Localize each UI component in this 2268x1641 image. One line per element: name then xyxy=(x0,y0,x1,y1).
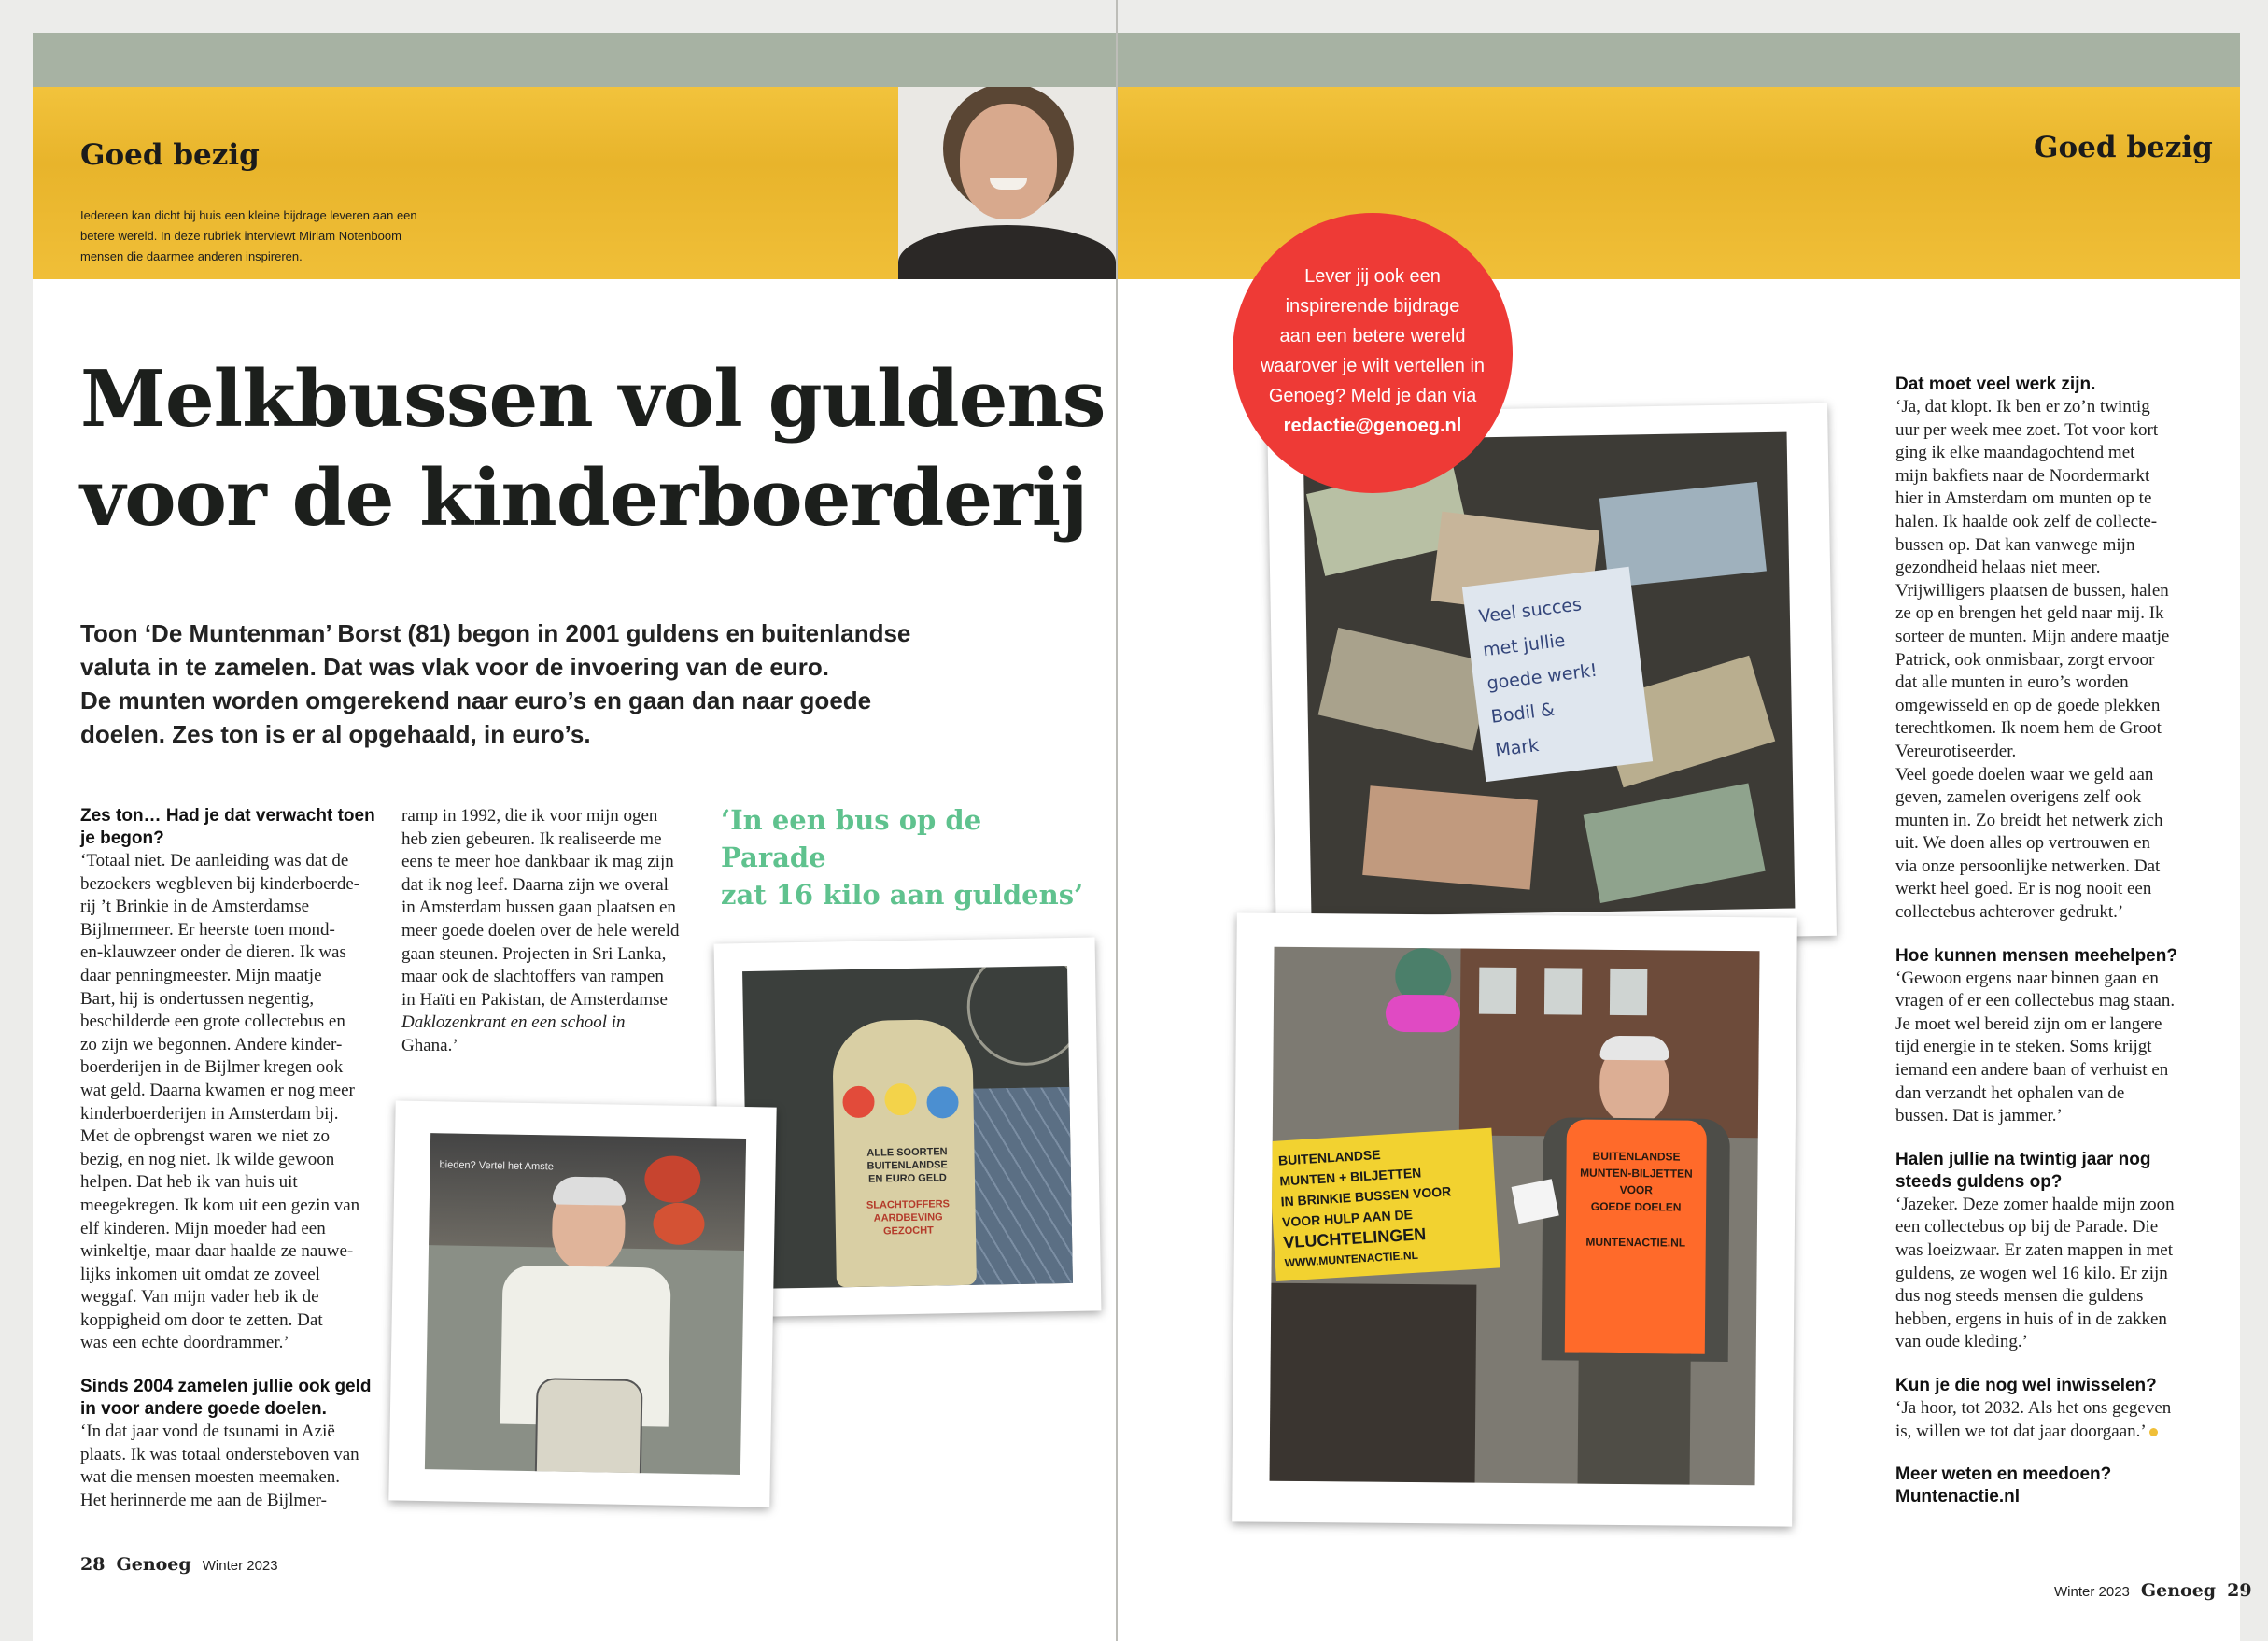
man-trousers xyxy=(1578,1353,1691,1485)
banknote xyxy=(1362,785,1538,889)
headline-line-1: Melkbussen vol guldens xyxy=(80,353,1106,445)
answer-line: Veel goede doelen waar we geld aan xyxy=(1895,764,2154,785)
callout-line: waarover je wilt vertellen in xyxy=(1260,356,1486,376)
street-window xyxy=(1610,969,1647,1015)
answer-line: dus nog steeds mensen die guldens xyxy=(1895,1286,2144,1307)
milk-can-sticker xyxy=(842,1086,875,1119)
answer-line: halen. Ik haalde ook zelf de collecte- xyxy=(1895,511,2158,531)
answer-5 xyxy=(1895,1194,2222,1354)
answer-line: weggaf. Van mijn vader heb ik de xyxy=(80,1287,319,1308)
vest-line: GOEDE DOELEN xyxy=(1590,1199,1682,1214)
answer-1 xyxy=(80,850,379,1355)
vest-line: VOOR xyxy=(1619,1182,1654,1197)
sign-line: BUITENLANDSE xyxy=(1277,1146,1382,1168)
photo-man-vest xyxy=(1232,912,1797,1526)
answer-line: werkt heel goed. Er is nog nooit een xyxy=(1895,879,2152,899)
answer-line: Met de opbrengst waren we niet zo xyxy=(80,1126,330,1147)
answer-3 xyxy=(1895,396,2222,925)
answer-line: iemand een andere baan of verhuist en xyxy=(1895,1060,2169,1081)
answer-6 xyxy=(1895,1397,2222,1443)
answer-line: ‘Totaal niet. De aanleiding was dat de xyxy=(80,851,349,870)
answer-line: terechtkomen. Ik noem hem de Groot xyxy=(1895,718,2162,739)
portrait-face xyxy=(960,104,1057,219)
street-window xyxy=(1479,968,1516,1014)
right-section-label: Goed bezig xyxy=(2034,131,2213,164)
note-line: goede werk! xyxy=(1486,659,1599,695)
collection-can xyxy=(535,1378,643,1475)
note-line: met jullie xyxy=(1481,630,1567,661)
can-line: BUITENLANDSE xyxy=(866,1159,948,1172)
can-line: ALLE SOORTEN xyxy=(866,1146,948,1159)
callout-line: inspirerende bijdrage xyxy=(1285,296,1460,317)
sign-line: VOOR HULP AAN DE xyxy=(1281,1206,1414,1230)
lead-line: Toon ‘De Muntenman’ Borst (81) begon in 2001 guldens en buitenlandse xyxy=(80,619,911,647)
answer-line: tijd energie in te steken. Soms krijgt xyxy=(1895,1037,2152,1057)
lead-line: doelen. Zes ton is er al opgehaald, in euro’s. xyxy=(80,720,591,748)
answer-line: munten in. Zo breidt het netwerk zich xyxy=(1895,810,2163,830)
answer-line: hebben, ergens in huis of in de zakken xyxy=(1895,1309,2167,1329)
answer-line: Ghana.’ xyxy=(401,1035,458,1055)
callout-circle xyxy=(1233,213,1513,493)
answer-line: koppigheid om door te zetten. Dat xyxy=(80,1309,323,1330)
portrait-smile xyxy=(990,178,1027,190)
milk-can-label xyxy=(860,1145,955,1238)
lead-line: De munten worden omgerekend naar euro’s en gaan dan naar goede xyxy=(80,686,872,714)
photo-man-supermarket xyxy=(388,1100,776,1507)
muntenactie-link[interactable]: Muntenactie.nl xyxy=(1895,1487,2021,1507)
answer-line: bezig, en nog niet. Ik wilde gewoon xyxy=(80,1149,335,1169)
man-hair xyxy=(553,1176,627,1205)
pull-quote-line: zat 16 kilo aan guldens’ xyxy=(721,879,1084,911)
answer-line: ‘Ja hoor, tot 2032. Als het ons gegeven xyxy=(1895,1397,2172,1418)
portrait-coat xyxy=(898,225,1116,279)
man-hair xyxy=(1599,1036,1669,1061)
answer-line: bezoekers wegbleven bij kinderboerde- xyxy=(80,873,360,894)
milk-can-body xyxy=(832,1019,977,1288)
answer-line: maar ook de slachtoffers van rampen xyxy=(401,967,664,987)
can-line: SLACHTOFFERS xyxy=(866,1198,951,1211)
question-line: in voor andere goede doelen. xyxy=(80,1399,327,1420)
answer-line: rij ’t Brinkie in de Amsterdamse xyxy=(80,897,310,917)
answer-line: winkeltje, maar daar haalde ze nauwe- xyxy=(80,1241,354,1262)
answer-line: guldens, ze wogen wel 16 kilo. Er zijn xyxy=(1895,1263,2168,1283)
answer-line: en-klauwzeer onder de dieren. Ik was xyxy=(80,942,346,963)
answer-line: meer goede doelen over de hele wereld xyxy=(401,920,680,941)
photo-milk-can-image xyxy=(742,966,1073,1289)
vest-line: MUNTEN-BILJETTEN xyxy=(1580,1166,1693,1181)
intro-line: Iedereen kan dicht bij huis een kleine bijdrage leveren aan een xyxy=(80,208,417,222)
answer-line: bussen. Dat is jammer.’ xyxy=(1895,1106,2063,1126)
magazine-name: Genoeg xyxy=(116,1554,191,1575)
answer-line: hier in Amsterdam om munten op te xyxy=(1895,488,2152,509)
handwritten-note xyxy=(1462,567,1653,782)
left-column-2 xyxy=(401,805,700,1058)
question-line: Sinds 2004 zamelen jullie ook geld xyxy=(80,1377,372,1397)
question-6: Kun je die nog wel inwisselen? xyxy=(1895,1375,2157,1395)
answer-2 xyxy=(80,1421,379,1512)
intro-line: betere wereld. In deze rubriek interviewt Miriam Notenboom xyxy=(80,229,401,243)
question-line: Halen jullie na twintig jaar nog xyxy=(1895,1149,2151,1169)
street-window xyxy=(1544,968,1582,1014)
answer-line: wat die mensen moesten meemaken. xyxy=(80,1467,341,1488)
answer-line: collectebus achterover gedrukt.’ xyxy=(1895,902,2124,923)
note-line: Mark xyxy=(1494,734,1541,761)
note-line: Veel succes xyxy=(1477,594,1584,628)
right-column xyxy=(1895,374,2222,1508)
milk-can-sticker xyxy=(926,1086,959,1119)
answer-4 xyxy=(1895,968,2222,1128)
answer-line: van oude kleding.’ xyxy=(1895,1332,2028,1352)
answer-line: boerderijen in de Bijlmer kregen ook xyxy=(80,1057,344,1078)
callout-line: Lever jij ook een xyxy=(1304,266,1441,287)
answer-line: Bijlmermeer. Er heerste toen mond- xyxy=(80,919,335,940)
answer-line: dat ik nog leef. Daarna zijn we overal xyxy=(401,874,669,895)
answer-line: ‘Ja, dat klopt. Ik ben er zo’n twintig xyxy=(1895,397,2150,417)
banknote xyxy=(1318,628,1493,751)
callout-line: aan een betere wereld xyxy=(1279,326,1466,347)
answer-line: ramp in 1992, die ik voor mijn ogen xyxy=(401,806,658,826)
answer-line: kinderboerderijen in Amsterdam bij. xyxy=(80,1103,339,1124)
answer-line: heb zien gebeuren. Ik realiseerde me xyxy=(401,828,662,849)
answer-line: ze op en brengen het geld naar mij. Ik xyxy=(1895,603,2164,624)
answer-line: Daklozenkrant en een school in xyxy=(401,1012,626,1033)
right-top-band xyxy=(1118,33,2240,87)
answer-line: in Haïti en Pakistan, de Amsterdamse xyxy=(401,989,668,1010)
answer-line: Vereurotiseerder. xyxy=(1895,741,2017,761)
answer-line: Het herinnerde me aan de Bijlmer- xyxy=(80,1490,327,1510)
intro-line: mensen die daarmee anderen inspireren. xyxy=(80,249,303,263)
intro-text xyxy=(80,205,603,267)
author-portrait xyxy=(898,87,1116,279)
can-line: GEZOCHT xyxy=(882,1224,934,1238)
banknote xyxy=(1584,783,1766,903)
answer-line: in Amsterdam bussen gaan plaatsen en xyxy=(401,898,676,918)
pull-quote xyxy=(721,801,1094,913)
can-line: EN EURO GELD xyxy=(867,1172,947,1185)
answer-line: zo zijn we begonnen. Andere kinder- xyxy=(80,1034,343,1054)
answer-line: eens te meer hoe dankbaar ik mag zijn xyxy=(401,852,674,872)
answer-line: was een echte doordrammer.’ xyxy=(80,1333,289,1353)
can-line: AARDBEVING xyxy=(873,1211,943,1224)
magazine-name: Genoeg xyxy=(2140,1580,2217,1601)
left-section-label: Goed bezig xyxy=(80,138,260,172)
answer-line: daar penningmeester. Mijn maatje xyxy=(80,965,322,985)
vest-line: MUNTENACTIE.NL xyxy=(1585,1235,1686,1250)
page-number: 29 xyxy=(2227,1580,2252,1601)
photo-street-image xyxy=(1270,947,1760,1486)
note-line: Bodil & xyxy=(1489,699,1557,728)
boa-decoration xyxy=(1386,995,1460,1033)
question-4: Hoe kunnen mensen meehelpen? xyxy=(1895,945,2177,966)
end-dot-icon xyxy=(2149,1428,2158,1436)
answer-line: beschilderde een grote collectebus en xyxy=(80,1011,345,1032)
answer-line: uit. We doen alles op vertrouwen en xyxy=(1895,833,2151,854)
left-top-band xyxy=(33,33,1116,87)
answer-line: helpen. Dat heb ik van huis uit xyxy=(80,1172,298,1193)
vest-line: BUITENLANDSE xyxy=(1592,1149,1681,1164)
right-footer xyxy=(2054,1580,2252,1601)
answer-line: Patrick, ook onmisbaar, zorgt ervoor xyxy=(1895,649,2155,670)
answer-line: Bart, hij is ondertussen negentig, xyxy=(80,988,315,1009)
lead-paragraph xyxy=(80,616,939,751)
issue-label: Winter 2023 xyxy=(2054,1584,2130,1600)
answer-line: elf kinderen. Mijn moeder had een xyxy=(80,1218,326,1238)
question-7: Meer weten en meedoen? xyxy=(1895,1464,2112,1485)
answer-line: Vrijwilligers plaatsen de bussen, halen xyxy=(1895,580,2169,601)
answer-line: Je moet wel bereid zijn om er langere xyxy=(1895,1013,2162,1034)
answer-line: ‘Gewoon ergens naar binnen gaan en xyxy=(1895,968,2159,988)
question-2 xyxy=(80,1376,379,1421)
question-line: je begon? xyxy=(80,828,164,848)
answer-line: sorteer de munten. Mijn andere maatje xyxy=(1895,626,2170,646)
shop-sign: bieden? Vertel het Amste xyxy=(439,1159,554,1173)
milk-can-sticker xyxy=(884,1083,917,1116)
answer-line: via onze persoonlijke netwerken. Dat xyxy=(1895,856,2161,876)
answer-line: bussen op. Dat kan vanwege mijn xyxy=(1895,534,2135,555)
sign-line: IN BRINKIE BUSSEN VOOR xyxy=(1280,1183,1452,1210)
issue-label: Winter 2023 xyxy=(202,1558,278,1574)
answer-line: gaan steunen. Projecten in Sri Lanka, xyxy=(401,943,667,964)
left-column-1 xyxy=(80,805,379,1512)
answer-line: wat geld. Daarna kwamen er nog meer xyxy=(80,1080,355,1100)
photo-money-image xyxy=(1303,432,1796,917)
answer-line: plaats. Ik was totaal ondersteboven van xyxy=(80,1444,359,1464)
page-number: 28 xyxy=(80,1554,106,1575)
answer-line: uur per week mee zoet. Tot voor kort xyxy=(1895,419,2159,440)
sign-line: MUNTEN + BILJETTEN xyxy=(1278,1165,1422,1189)
photo-supermarket-image xyxy=(425,1133,746,1475)
answer-line: was loeizwaar. Er zaten mappen in met xyxy=(1895,1240,2174,1260)
answer-line: mijn bakfiets naar de Noordermarkt xyxy=(1895,465,2150,486)
answer-line: is, willen we tot dat jaar doorgaan.’ xyxy=(1895,1421,2146,1441)
cart-sign xyxy=(1270,1128,1500,1281)
answer-line: dan verzandt het ophalen van de xyxy=(1895,1082,2125,1103)
sign-line: WWW.MUNTENACTIE.NL xyxy=(1284,1248,1419,1270)
answer-line: omgewisseld en op de goede plekken xyxy=(1895,695,2161,715)
orange-vest xyxy=(1565,1119,1707,1353)
question-line: Zes ton… Had je dat verwacht toen xyxy=(80,806,375,826)
answer-line-last xyxy=(1895,1421,2222,1444)
answer-line: een collectebus op bij de Parade. Die xyxy=(1895,1217,2159,1238)
question-1 xyxy=(80,805,379,850)
answer-line: lijks inkomen uit omdat ze zoveel xyxy=(80,1264,320,1284)
answer-line: geven, zamelen overigens zelf ook xyxy=(1895,787,2142,808)
question-5 xyxy=(1895,1149,2222,1194)
answer-line: meegekregen. Ik kom uit een gezin van xyxy=(80,1195,360,1215)
pull-quote-line: ‘In een bus op de Parade xyxy=(721,804,982,873)
answer-line: dat alle munten in euro’s worden xyxy=(1895,672,2129,693)
answer-line: ‘In dat jaar vond de tsunami in Azië xyxy=(80,1422,335,1442)
cart-base xyxy=(1270,1283,1477,1483)
callout-email-link[interactable]: redactie@genoeg.nl xyxy=(1283,416,1462,436)
answer-line: vragen of er een collectebus mag staan. xyxy=(1895,991,2176,1011)
sign-line: VLUCHTELINGEN xyxy=(1282,1224,1427,1252)
question-line: steeds guldens op? xyxy=(1895,1171,2063,1192)
headline-line-2: voor de kinderboerderij xyxy=(80,452,1088,544)
question-3: Dat moet veel werk zijn. xyxy=(1895,375,2096,394)
answer-line: ging ik elke maandagochtend met xyxy=(1895,443,2135,463)
answer-line: gezondheid helaas niet meer. xyxy=(1895,558,2101,578)
photo-wheel xyxy=(966,966,1073,1067)
callout-line: Genoeg? Meld je dan via xyxy=(1268,386,1477,406)
lead-line: valuta in te zamelen. Dat was vlak voor de invoering van de euro. xyxy=(80,653,829,681)
answer-line: ‘Jazeker. Deze zomer haalde mijn zoon xyxy=(1895,1194,2175,1214)
left-footer xyxy=(80,1554,278,1575)
